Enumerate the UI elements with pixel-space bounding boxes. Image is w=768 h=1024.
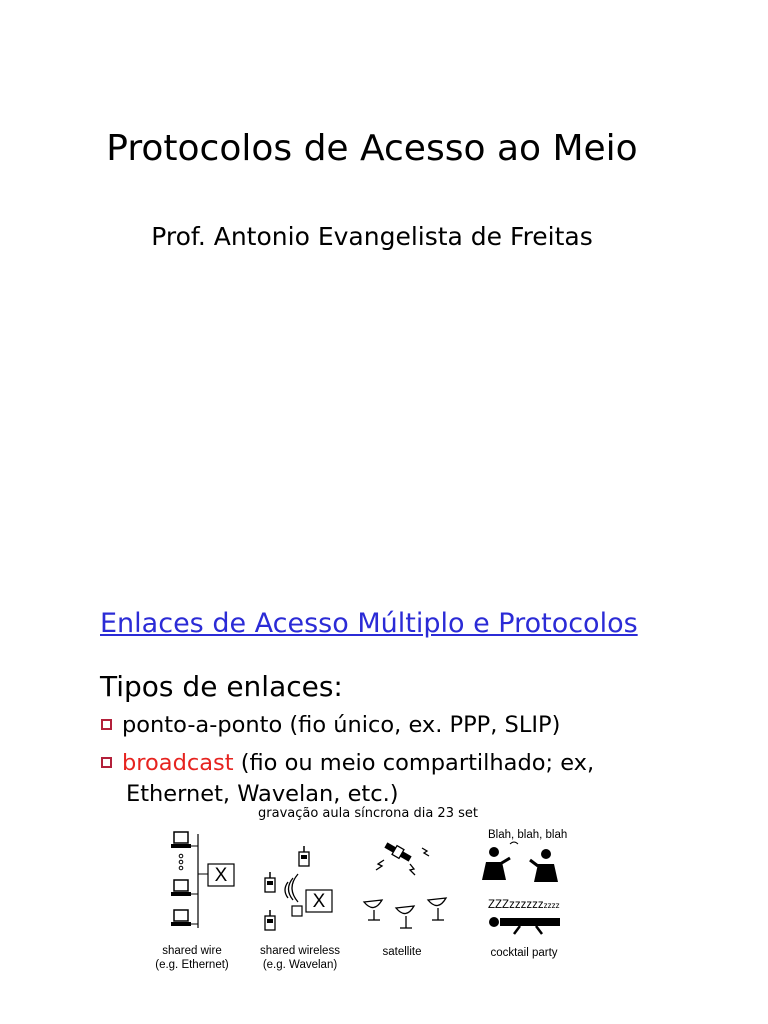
checkbox-bullet-icon [101,719,112,730]
party-sleep-text [488,899,560,911]
broadcast-highlight: broadcast [122,750,234,776]
bullet-point-to-point [101,710,560,741]
person-icon [482,847,510,880]
author-name: Prof. Antonio Evangelista de Freitas [151,222,593,251]
party-sleep-large: ZZZzzzzzz [488,899,544,911]
caption-shared-wireless-2: (e.g. Wavelan) [262,959,338,971]
caption-shared-wire-1: shared wire [162,945,222,957]
shared-wire-icon [155,832,234,971]
recording-note: gravação aula síncrona dia 23 set [258,806,478,821]
person-icon [530,849,558,882]
bullet-text-continued: Ethernet, Wavelan, etc.) [126,781,399,807]
section-title-link[interactable]: Enlaces de Acesso Múltiplo e Protocolos [100,608,638,639]
sleeping-person-icon [489,917,560,934]
switch-label: X [312,891,326,912]
bullet-text: ponto-a-ponto (fio único, ex. PPP, SLIP) [122,712,561,738]
satellite-icon [364,841,446,958]
slide-title: Protocolos de Acesso ao Meio [106,128,638,169]
switch-label: X [214,865,228,886]
dish-icon [364,900,382,920]
caption-satellite: satellite [382,946,422,958]
checkbox-bullet-icon [101,757,112,768]
handheld-icon [265,910,275,930]
shared-wireless-icon [260,846,340,971]
bullet-text: (fio ou meio compartilhado; ex, [233,750,595,776]
caption-cocktail-party: cocktail party [490,947,558,959]
bullet-broadcast [101,748,594,810]
cocktail-party-icon [482,829,567,959]
figure-drawing [148,824,588,974]
handheld-icon [299,846,309,866]
link-types-figure [148,824,588,974]
party-sleep-small: zzzz [543,901,560,910]
caption-shared-wire-2: (e.g. Ethernet) [155,959,229,971]
dish-icon [396,906,414,928]
link-types-heading: Tipos de enlaces: [100,670,343,703]
computer-icon [171,910,191,926]
caption-shared-wireless-1: shared wireless [260,945,340,957]
access-point-icon [292,906,302,916]
computer-icon [171,880,191,896]
computer-icon [171,832,191,848]
party-speech-text: Blah, blah, blah [488,829,568,841]
dish-icon [428,898,446,920]
handheld-icon [265,872,275,892]
